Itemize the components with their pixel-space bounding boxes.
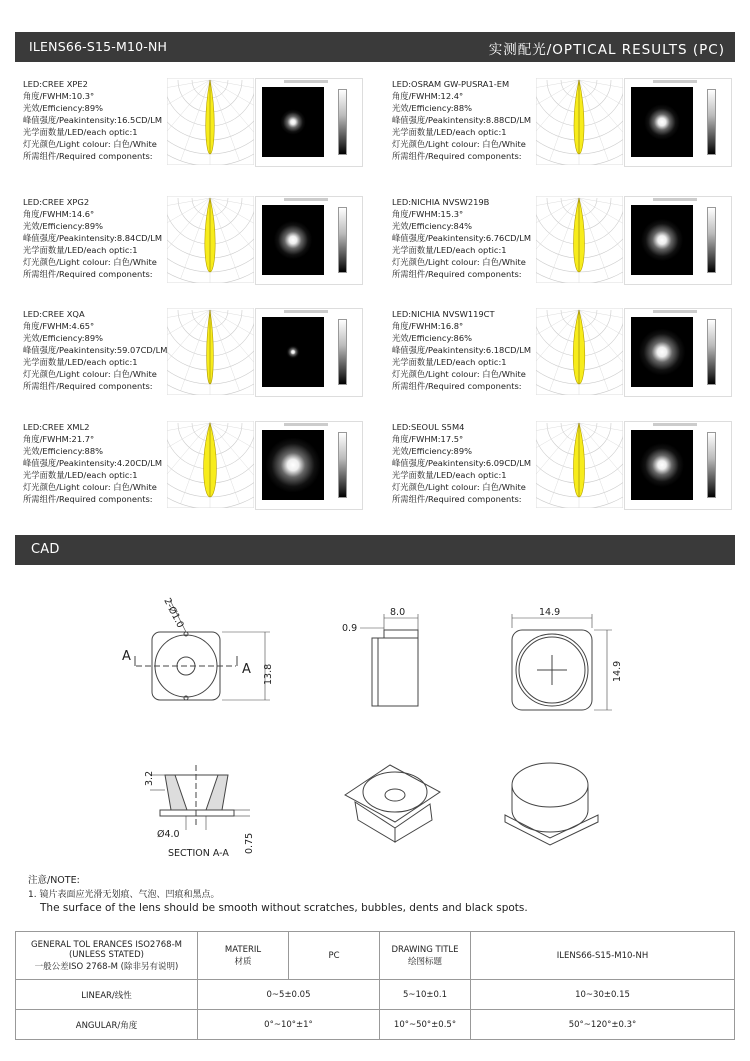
tolerance-table	[15, 931, 735, 1040]
spec-peak: 峰值强度/Peakintensity:8.88CD/LM	[392, 115, 532, 125]
beam-image	[624, 196, 732, 285]
beam-caption	[284, 310, 328, 313]
colour-scale-bar	[707, 432, 716, 498]
spec-req: 所需组件/Required components:	[392, 151, 522, 161]
spec-led: LED:NICHIA NVSW219B	[392, 197, 490, 207]
spec-fwhm: 角度/FWHM:15.3°	[392, 209, 464, 219]
spec-peak: 峰值强度/Peakintensity:6.09CD/LM	[392, 458, 532, 468]
polar-distribution-chart	[167, 421, 254, 508]
spec-req: 所需组件/Required components:	[392, 381, 522, 391]
general-tolerance-cell	[16, 932, 198, 980]
dim-holes: 2-Ø1.0	[161, 596, 186, 630]
light-spot	[262, 205, 324, 275]
note-label: 注意/NOTE:	[28, 875, 80, 886]
illuminance-map	[262, 205, 324, 275]
result-card	[384, 196, 749, 306]
gt-line1: GENERAL TOL ERANCES ISO2768-M	[31, 939, 182, 950]
polar-distribution-chart	[536, 78, 623, 165]
spec-led: LED:CREE XML2	[23, 422, 90, 432]
spec-qty: 光学面数量/LED/each optic:1	[23, 470, 138, 480]
dim-diameter-4-0: Ø4.0	[157, 829, 180, 840]
polar-distribution-chart	[167, 308, 254, 395]
spec-qty: 光学面数量/LED/each optic:1	[392, 245, 507, 255]
colour-scale-bar	[338, 207, 347, 273]
spec-eff: 光效/Efficiency:88%	[392, 103, 472, 113]
colour-scale-bar	[338, 432, 347, 498]
light-spot	[262, 317, 324, 387]
linear-label: LINEAR/线性	[16, 980, 198, 1010]
beam-image	[255, 308, 363, 397]
colour-scale-bar	[338, 319, 347, 385]
spec-colour: 灯光颜色/Light colour: 白色/White	[392, 369, 526, 379]
front-view	[512, 614, 612, 710]
beam-image	[624, 308, 732, 397]
result-specs	[392, 78, 531, 162]
dim-height-13-8: 13.8	[263, 663, 274, 685]
angular-tol-1: 0°~10°±1°	[198, 1010, 380, 1040]
spec-fwhm: 角度/FWHM:21.7°	[23, 434, 95, 444]
spec-qty: 光学面数量/LED/each optic:1	[23, 127, 138, 137]
beam-image	[624, 421, 732, 510]
dim-width-8-0: 8.0	[390, 607, 406, 618]
cad-drawings	[0, 570, 750, 865]
cad-header-bar	[15, 535, 735, 565]
result-specs	[392, 196, 531, 280]
colour-scale-bar	[707, 319, 716, 385]
spec-colour: 灯光颜色/Light colour: 白色/White	[23, 482, 157, 492]
illuminance-map	[631, 317, 693, 387]
beam-image	[255, 196, 363, 285]
drawing-title-en: DRAWING TITLE	[391, 944, 459, 955]
illuminance-map	[262, 87, 324, 157]
colour-scale-bar	[707, 89, 716, 155]
polar-distribution-chart	[167, 196, 254, 283]
spec-req: 所需组件/Required components:	[23, 381, 153, 391]
result-specs	[392, 308, 531, 392]
spec-req: 所需组件/Required components:	[392, 269, 522, 279]
model-title: ILENS66-S15-M10-NH	[29, 39, 168, 54]
light-spot	[262, 430, 324, 500]
drawing-title-label-cell	[380, 932, 471, 980]
spec-eff: 光效/Efficiency:89%	[23, 221, 103, 231]
spec-peak: 峰值强度/Peakintensity:6.76CD/LM	[392, 233, 532, 243]
result-card	[15, 308, 380, 418]
spec-qty: 光学面数量/LED/each optic:1	[392, 470, 507, 480]
linear-tol-1: 0~5±0.05	[198, 980, 380, 1010]
spec-peak: 峰值强度/Peakintensity:16.5CD/LM	[23, 115, 163, 125]
polar-distribution-chart	[536, 308, 623, 395]
dim-height-3-2: 3.2	[144, 770, 155, 786]
spec-eff: 光效/Efficiency:89%	[392, 446, 472, 456]
beam-caption	[284, 423, 328, 426]
optical-results-title: 实测配光/OPTICAL RESULTS (PC)	[488, 42, 725, 58]
section-label: SECTION A-A	[168, 848, 229, 859]
angular-tol-3: 50°~120°±0.3°	[471, 1010, 735, 1040]
note-line-en: The surface of the lens should be smooth without scratches, bubbles, dents and black spots.	[40, 902, 528, 914]
beam-caption	[284, 80, 328, 83]
spec-fwhm: 角度/FWHM:4.65°	[23, 321, 95, 331]
spec-fwhm: 角度/FWHM:14.6°	[23, 209, 95, 219]
beam-caption	[653, 310, 697, 313]
polar-distribution-chart	[536, 421, 623, 508]
spec-colour: 灯光颜色/Light colour: 白色/White	[23, 139, 157, 149]
spec-qty: 光学面数量/LED/each optic:1	[23, 357, 138, 367]
spec-req: 所需组件/Required components:	[392, 494, 522, 504]
illuminance-map	[262, 317, 324, 387]
section-view	[150, 765, 250, 830]
spec-req: 所需组件/Required components:	[23, 494, 153, 504]
dim-width-14-9: 14.9	[539, 607, 561, 618]
isometric-view-bottom	[505, 763, 598, 845]
isometric-view-top	[345, 765, 440, 842]
illuminance-map	[631, 205, 693, 275]
spec-req: 所需组件/Required components:	[23, 269, 153, 279]
spec-qty: 光学面数量/LED/each optic:1	[392, 357, 507, 367]
result-specs	[23, 196, 162, 280]
beam-image	[624, 78, 732, 167]
drawing-title-value: ILENS66-S15-M10-NH	[471, 932, 735, 980]
spec-led: LED:CREE XQA	[23, 309, 85, 319]
spec-eff: 光效/Efficiency:89%	[23, 103, 103, 113]
spec-peak: 峰值强度/Peakintensity:8.84CD/LM	[23, 233, 163, 243]
spec-eff: 光效/Efficiency:84%	[392, 221, 472, 231]
result-card	[15, 78, 380, 188]
gt-line3: 一般公差ISO 2768-M (除非另有说明)	[34, 961, 179, 972]
spec-led: LED:CREE XPE2	[23, 79, 88, 89]
spec-peak: 峰值强度/Peakintensity:59.07CD/LM	[23, 345, 168, 355]
result-card	[15, 196, 380, 306]
spec-fwhm: 角度/FWHM:17.5°	[392, 434, 464, 444]
result-card	[384, 308, 749, 418]
spec-led: LED:SEOUL S5M4	[392, 422, 465, 432]
result-specs	[23, 308, 167, 392]
note-line-cn: 1. 镜片表面应光滑无划痕、气泡、凹痕和黑点。	[28, 890, 220, 900]
result-card	[384, 421, 749, 531]
light-spot	[631, 205, 693, 275]
spec-fwhm: 角度/FWHM:10.3°	[23, 91, 95, 101]
result-card	[384, 78, 749, 188]
dim-width-0-9: 0.9	[342, 623, 358, 634]
result-specs	[392, 421, 531, 505]
results-header-bar	[15, 32, 735, 62]
spec-eff: 光效/Efficiency:88%	[23, 446, 103, 456]
spec-req: 所需组件/Required components:	[23, 151, 153, 161]
section-mark-left: A	[122, 649, 131, 664]
drawing-title-cn: 绘图标题	[407, 956, 442, 967]
material-label-cn: 材质	[234, 956, 252, 967]
illuminance-map	[631, 87, 693, 157]
light-spot	[262, 87, 324, 157]
beam-caption	[653, 80, 697, 83]
gt-line2: (UNLESS STATED)	[68, 949, 144, 960]
spec-colour: 灯光颜色/Light colour: 白色/White	[23, 369, 157, 379]
result-specs	[23, 421, 162, 505]
illuminance-map	[262, 430, 324, 500]
result-specs	[23, 78, 162, 162]
light-spot	[631, 430, 693, 500]
spec-fwhm: 角度/FWHM:12.4°	[392, 91, 464, 101]
spec-colour: 灯光颜色/Light colour: 白色/White	[392, 139, 526, 149]
result-card	[15, 421, 380, 531]
spec-colour: 灯光颜色/Light colour: 白色/White	[392, 482, 526, 492]
section-mark-right: A	[242, 662, 251, 677]
illuminance-map	[631, 430, 693, 500]
beam-image	[255, 78, 363, 167]
beam-image	[255, 421, 363, 510]
side-view	[360, 614, 418, 706]
spec-eff: 光效/Efficiency:89%	[23, 333, 103, 343]
spec-eff: 光效/Efficiency:86%	[392, 333, 472, 343]
material-value: PC	[289, 932, 380, 980]
top-view	[135, 600, 270, 700]
polar-distribution-chart	[167, 78, 254, 165]
spec-led: LED:CREE XPG2	[23, 197, 90, 207]
linear-tol-2: 5~10±0.1	[380, 980, 471, 1010]
light-spot	[631, 87, 693, 157]
spec-peak: 峰值强度/Peakintensity:6.18CD/LM	[392, 345, 532, 355]
spec-led: LED:OSRAM GW-PUSRA1-EM	[392, 79, 510, 89]
spec-led: LED:NICHIA NVSW119CT	[392, 309, 495, 319]
spec-qty: 光学面数量/LED/each optic:1	[23, 245, 138, 255]
beam-caption	[653, 198, 697, 201]
spec-fwhm: 角度/FWHM:16.8°	[392, 321, 464, 331]
dim-height-14-9: 14.9	[612, 660, 623, 682]
colour-scale-bar	[338, 89, 347, 155]
light-spot	[631, 317, 693, 387]
polar-distribution-chart	[536, 196, 623, 283]
material-label-cell	[198, 932, 289, 980]
angular-label: ANGULAR/角度	[16, 1010, 198, 1040]
spec-qty: 光学面数量/LED/each optic:1	[392, 127, 507, 137]
spec-peak: 峰值强度/Peakintensity:4.20CD/LM	[23, 458, 163, 468]
angular-tol-2: 10°~50°±0.5°	[380, 1010, 471, 1040]
cad-title: CAD	[31, 542, 60, 557]
spec-colour: 灯光颜色/Light colour: 白色/White	[23, 257, 157, 267]
linear-tol-3: 10~30±0.15	[471, 980, 735, 1010]
beam-caption	[653, 423, 697, 426]
material-label-en: MATERIL	[224, 944, 262, 955]
beam-caption	[284, 198, 328, 201]
colour-scale-bar	[707, 207, 716, 273]
spec-colour: 灯光颜色/Light colour: 白色/White	[392, 257, 526, 267]
dim-height-0-75: 0.75	[244, 832, 255, 854]
